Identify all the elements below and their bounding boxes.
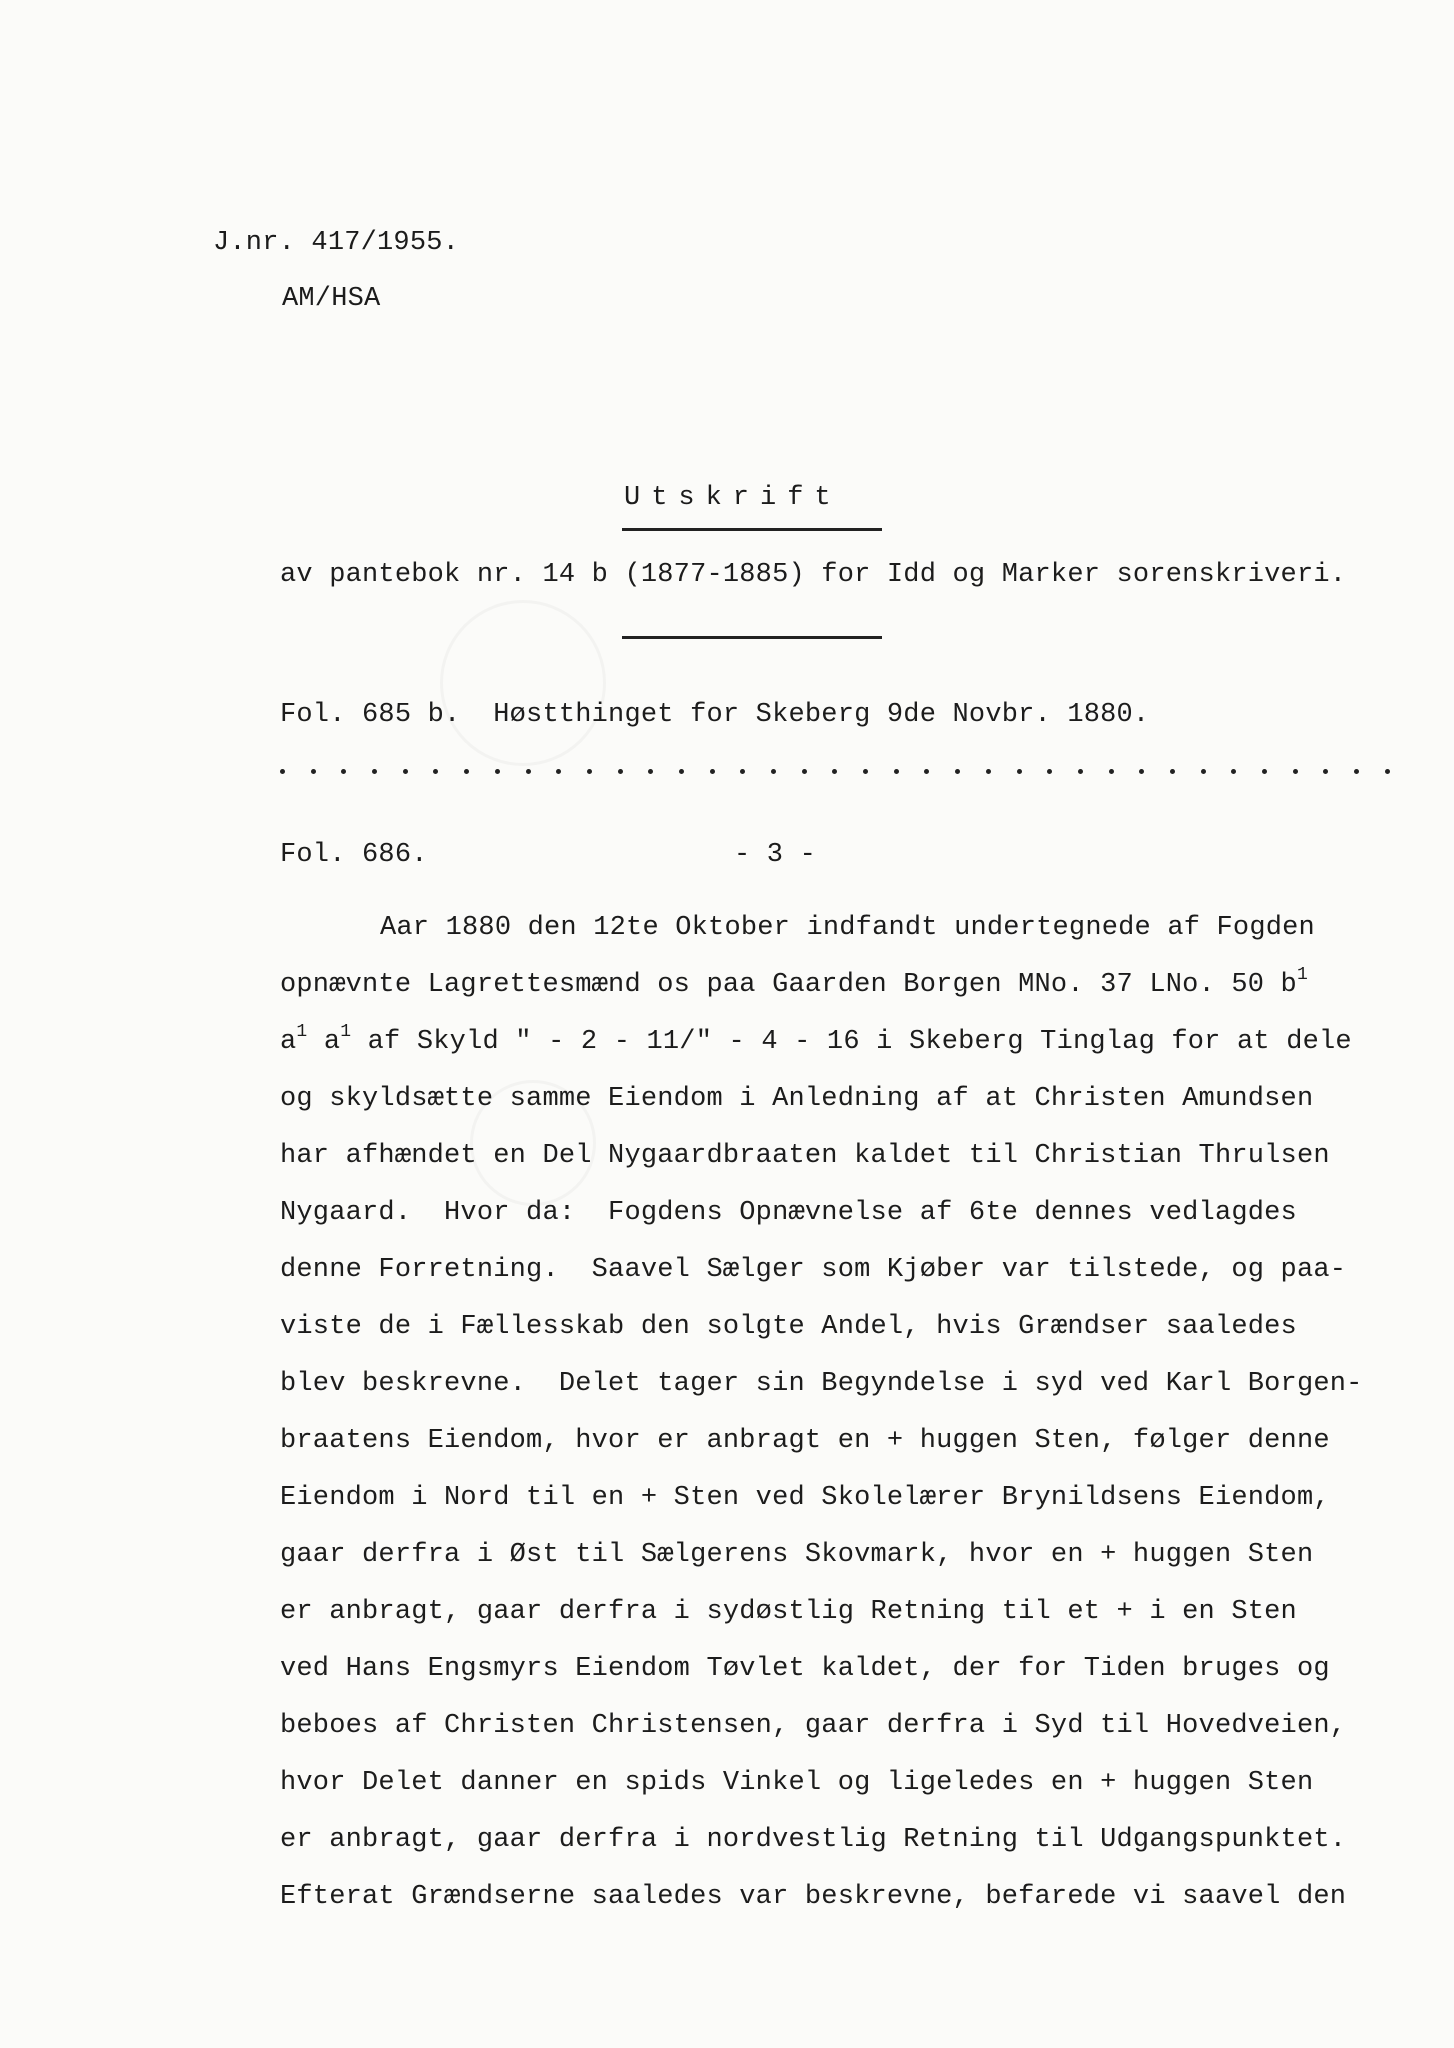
separator-dot: [1017, 769, 1022, 774]
separator-dot: [464, 769, 469, 774]
body-line: denne Forretning. Saavel Sælger som Kjøber var tilstede, og paa-: [280, 1255, 1347, 1285]
body-line: Eiendom i Nord til en + Sten ved Skolelærer Brynildsens Eiendom,: [280, 1483, 1330, 1513]
body-line: [280, 965, 1308, 1000]
separator-dot: [924, 769, 929, 774]
separator-dot: [710, 769, 715, 774]
folio-heading-686: Fol. 686.: [280, 840, 428, 870]
separator-dot: [280, 769, 285, 774]
separator-dot: [894, 769, 899, 774]
separator-dot: [311, 769, 316, 774]
body-text: opnævnte Lagrettesmænd os paa Gaarden Borgen MNo. 37 LNo. 50 b: [280, 970, 1297, 1000]
separator-dot: [1354, 769, 1359, 774]
body-line: viste de i Fællesskab den solgte Andel, hvis Grændser saaledes: [280, 1312, 1297, 1342]
separator-dot: [433, 769, 438, 774]
folio-heading-685: Fol. 685 b. Høstthinget for Skeberg 9de Novbr. 1880.: [280, 700, 1150, 730]
body-line: er anbragt, gaar derfra i sydøstlig Retning til et + i en Sten: [280, 1597, 1297, 1627]
body-line: og skyldsætte samme Eiendom i Anledning af at Christen Amundsen: [280, 1084, 1314, 1114]
separator-dot: [955, 769, 960, 774]
separator-dot: [986, 769, 991, 774]
separator-dot: [1047, 769, 1052, 774]
separator-dot: [740, 769, 745, 774]
body-text: af Skyld " - 2 - 11/" - 4 - 16 i Skeberg Tinglag for at dele: [351, 1027, 1352, 1057]
separator-dot: [1170, 769, 1175, 774]
separator-dot: [1231, 769, 1236, 774]
body-text: a: [307, 1027, 341, 1057]
superscript: 1: [1296, 965, 1308, 985]
body-text: a: [280, 1027, 297, 1057]
bleed-through-mark: [440, 600, 606, 766]
title-underline: [622, 528, 882, 531]
separator-dot: [802, 769, 807, 774]
body-line: beboes af Christen Christensen, gaar derfra i Syd til Hovedveien,: [280, 1711, 1347, 1741]
body-line: Nygaard. Hvor da: Fogdens Opnævnelse af 6te dennes vedlagdes: [280, 1198, 1297, 1228]
journal-number: J.nr. 417/1955.: [213, 228, 460, 258]
separator-dot: [1078, 769, 1083, 774]
body-line: blev beskrevne. Delet tager sin Begyndelse i syd ved Karl Borgen-: [280, 1369, 1363, 1399]
page-number: - 3 -: [734, 840, 817, 870]
body-line: hvor Delet danner en spids Vinkel og ligeledes en + huggen Sten: [280, 1768, 1314, 1798]
separator-dot: [341, 769, 346, 774]
body-line: Efterat Grændserne saaledes var beskrevne, befarede vi saavel den: [280, 1882, 1347, 1912]
separator-dot: [403, 769, 408, 774]
separator-rule: [622, 636, 882, 639]
document-subtitle: av pantebok nr. 14 b (1877-1885) for Idd og Marker sorenskriveri.: [280, 560, 1347, 590]
body-line: ved Hans Engsmyrs Eiendom Tøvlet kaldet, der for Tiden bruges og: [280, 1654, 1330, 1684]
body-line: braatens Eiendom, hvor er anbragt en + huggen Sten, følger denne: [280, 1426, 1330, 1456]
separator-dot: [556, 769, 561, 774]
separator-dot: [1293, 769, 1298, 774]
body-line: [280, 1022, 1352, 1057]
separator-dot: [832, 769, 837, 774]
initials: AM/HSA: [282, 284, 381, 314]
separator-dot: [1201, 769, 1206, 774]
separator-dot: [1139, 769, 1144, 774]
body-line: er anbragt, gaar derfra i nordvestlig Retning til Udgangspunktet.: [280, 1825, 1347, 1855]
separator-dot: [1109, 769, 1114, 774]
separator-dot: [863, 769, 868, 774]
separator-dot: [648, 769, 653, 774]
separator-dot: [526, 769, 531, 774]
separator-dot: [679, 769, 684, 774]
dotted-separator: [280, 765, 1390, 777]
separator-dot: [1385, 769, 1390, 774]
separator-dot: [372, 769, 377, 774]
separator-dot: [618, 769, 623, 774]
body-line: gaar derfra i Øst til Sælgerens Skovmark, hvor en + huggen Sten: [280, 1540, 1314, 1570]
separator-dot: [495, 769, 500, 774]
body-line: Aar 1880 den 12te Oktober indfandt undertegnede af Fogden: [380, 913, 1315, 943]
separator-dot: [1323, 769, 1328, 774]
separator-dot: [587, 769, 592, 774]
document-title: Utskrift: [624, 483, 842, 513]
superscript: 1: [296, 1022, 308, 1042]
superscript: 1: [340, 1022, 352, 1042]
body-line: har afhændet en Del Nygaardbraaten kaldet til Christian Thrulsen: [280, 1141, 1330, 1171]
separator-dot: [771, 769, 776, 774]
separator-dot: [1262, 769, 1267, 774]
